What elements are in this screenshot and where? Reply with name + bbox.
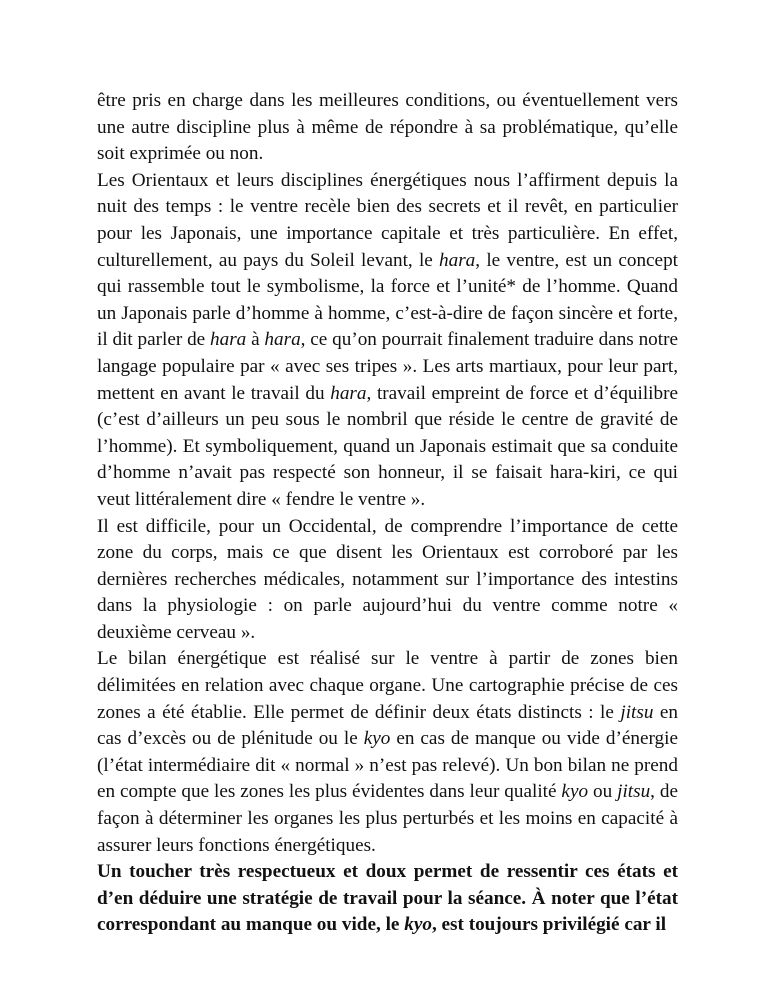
text-segment: , de façon à déterminer les organes les plus perturbés et les moins en capacité à assurer leurs fonctions énergétiques.: [97, 781, 679, 856]
text-segment: Le bilan énergétique est réalisé sur le ventre à partir de zones bien délimitées en relation avec chaque organe. Une cartographie précise de ces zones a été établie. Elle permet de définir deux états distincts : le: [97, 648, 678, 723]
italic-term: kyo: [363, 728, 391, 750]
text-segment: Les Orientaux et leurs disciplines énergétiques nous l’affirment depuis la nuit des temps : le ventre recèle bien des secrets et il revêt, en particulier pour les Japonais, une importance capitale et très particulière. En effet, culturellement, au pays du Soleil levant, le: [97, 169, 678, 271]
text-segment: en cas de manque ou vide d’énergie (l’état intermédiaire dit « normal » n’est pas relevé). Un bon bilan ne prend en compte que les zones les plus évidentes dans leur qualité: [97, 728, 678, 803]
text-segment: être pris en charge dans les meilleures conditions, ou éventuellement vers une autre discipline plus à même de répondre à sa problématique, qu’elle soit exprimée ou non.: [97, 90, 678, 165]
italic-term: jitsu: [617, 781, 651, 803]
italic-term: hara: [210, 329, 247, 351]
text-segment: , ce qu’on pourrait finalement traduire dans notre langage populaire par « avec ses tripes ». Les arts martiaux, pour leur part, mettent en avant le travail du: [97, 329, 678, 404]
text-segment: en cas d’excès ou de plénitude ou le: [97, 701, 678, 750]
paragraph: [97, 168, 678, 514]
text-segment: , est toujours privilégié car il: [431, 914, 667, 936]
text-segment: à: [246, 329, 265, 351]
text-segment: , travail empreint de force et d’équilibre (c’est d’ailleurs un peu sous le nombril que réside le centre de gravité de l’homme). Et symboliquement, quand un Japonais estimait que sa conduite d’homme n’avait pas respecté son honneur, il se faisait hara-kiri, ce qui veut littéralement dire « fendre le ventre ».: [97, 382, 679, 510]
paragraph: [97, 514, 678, 647]
italic-term: hara: [264, 329, 301, 351]
text-segment: Il est difficile, pour un Occidental, de comprendre l’importance de cette zone du corps, mais ce que disent les Orientaux est corroboré par les dernières recherches médicales, notamment sur l’importance des intestins dans la physiologie : on parle aujourd’hui du ventre comme notre « deuxième cerveau ».: [97, 515, 678, 643]
text-segment: , le ventre, est un concept qui rassemble tout le symbolisme, la force et l’unité* de l’homme. Quand un Japonais parle d’homme à homme, c’est-à-dire de façon sincère et forte, il dit parler de: [97, 249, 678, 351]
italic-term: hara: [330, 382, 367, 404]
text-segment: Un toucher très respectueux et doux permet de ressentir ces états et d’en déduire une stratégie de travail pour la séance. À noter que l’état correspondant au manque ou vide, le: [97, 861, 678, 936]
italic-term: hara: [439, 249, 476, 271]
paragraph: [97, 88, 678, 168]
paragraph: [97, 646, 678, 859]
paragraph: [97, 859, 678, 939]
text-segment: ou: [588, 781, 618, 803]
italic-term: jitsu: [620, 701, 654, 723]
italic-term: kyo: [404, 914, 432, 936]
page-text: [97, 88, 678, 939]
italic-term: kyo: [561, 781, 589, 803]
